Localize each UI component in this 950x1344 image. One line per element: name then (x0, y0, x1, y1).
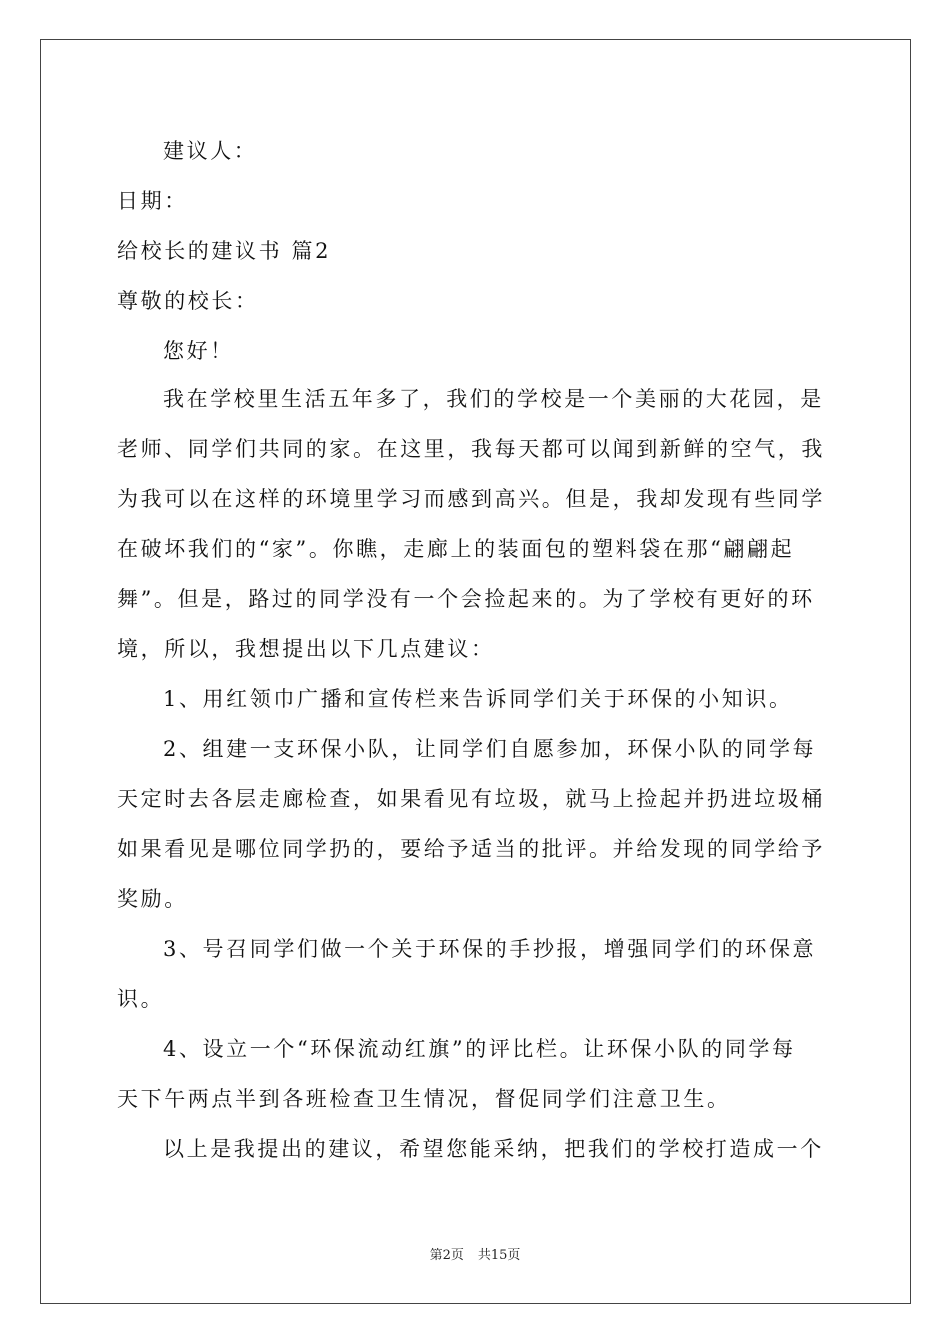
paragraph-line: 为我可以在这样的环境里学习而感到高兴。但是，我却发现有些同学 (117, 487, 825, 511)
suggestion-1: 1、用红领巾广播和宣传栏来告诉同学们关于环保的小知识。 (163, 687, 793, 711)
closing-paragraph: 以上是我提出的建议，希望您能采纳，把我们的学校打造成一个 (163, 1137, 824, 1161)
paragraph-line: 奖励。 (117, 887, 188, 911)
greeting: 您好！ (163, 339, 234, 363)
paragraph-line: 在破坏我们的“家”。你瞧，走廊上的装面包的塑料袋在那“翩翩起 (117, 537, 795, 561)
paragraph-line: 天下午两点半到各班检查卫生情况，督促同学们注意卫生。 (117, 1087, 731, 1111)
signature-label: 建议人： (163, 139, 258, 163)
paragraph-line: 老师、同学们共同的家。在这里，我每天都可以闻到新鲜的空气，我 (117, 437, 825, 461)
date-label: 日期： (117, 189, 188, 213)
page-footer (0, 1248, 950, 1264)
salutation: 尊敬的校长： (117, 289, 259, 313)
paragraph-line: 如果看见是哪位同学扔的，要给予适当的批评。并给发现的同学给予 (117, 837, 825, 861)
paragraph-line: 舞”。但是，路过的同学没有一个会捡起来的。为了学校有更好的环 (117, 587, 815, 611)
paragraph-line: 天定时去各层走廊检查，如果看见有垃圾，就马上捡起并扔进垃圾桶 (117, 787, 825, 811)
suggestion-2: 2、组建一支环保小队，让同学们自愿参加，环保小队的同学每 (163, 737, 817, 761)
page-border (40, 39, 911, 1304)
page-total: 共15页 (477, 1248, 521, 1263)
suggestion-4: 4、设立一个“环保流动红旗”的评比栏。让环保小队的同学每 (163, 1037, 796, 1061)
paragraph-line: 识。 (117, 987, 165, 1011)
paragraph-line: 我在学校里生活五年多了，我们的学校是一个美丽的大花园，是 (163, 387, 824, 411)
paragraph-line: 境，所以，我想提出以下几点建议： (117, 637, 495, 661)
section-title: 给校长的建议书 篇2 (117, 239, 332, 263)
suggestion-3: 3、号召同学们做一个关于环保的手抄报，增强同学们的环保意 (163, 937, 817, 961)
page-number: 第2页 (429, 1248, 464, 1263)
